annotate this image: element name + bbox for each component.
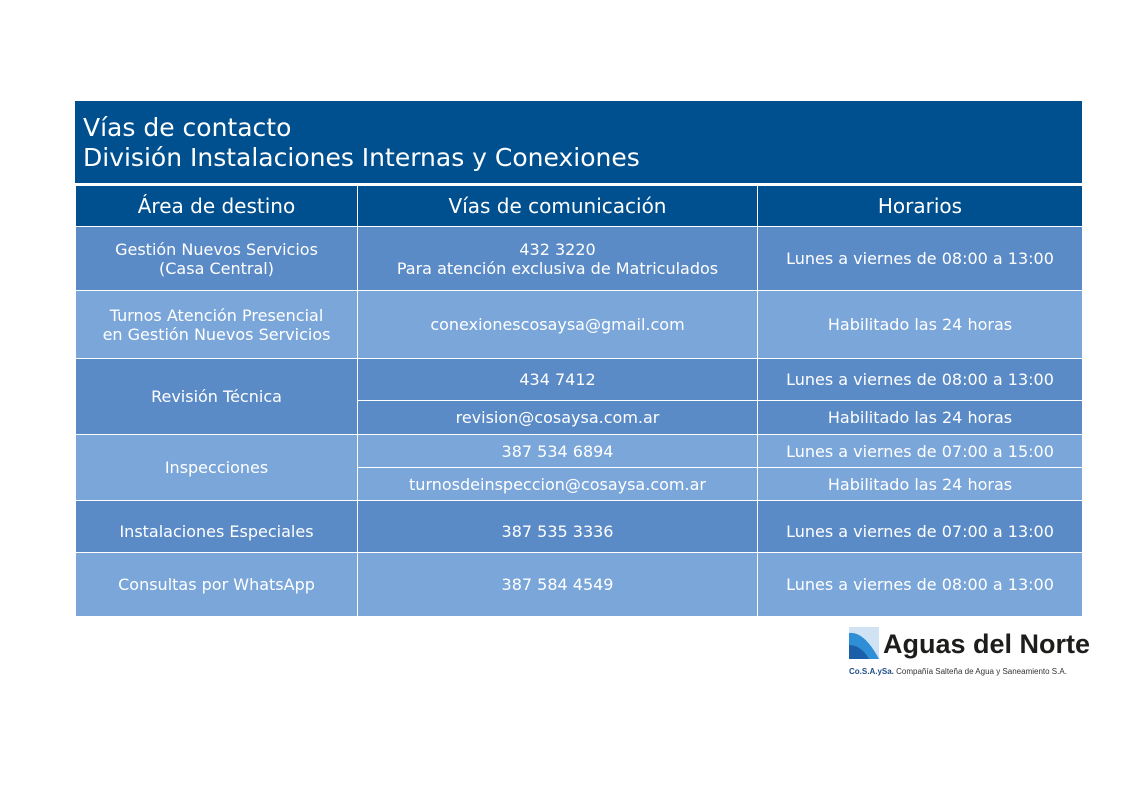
phone-especiales: 387 535 3336 <box>358 501 758 553</box>
horario-inspecciones-2: Habilitado las 24 horas <box>758 468 1083 501</box>
area-especiales: Instalaciones Especiales <box>76 501 358 553</box>
logo-subtitle-text: Compañía Salteña de Agua y Saneamiento S.A. <box>896 667 1067 676</box>
header-area: Área de destino <box>76 186 358 227</box>
horario-revision-1: Lunes a viernes de 08:00 a 13:00 <box>758 359 1083 401</box>
contact-document <box>75 101 1082 617</box>
email-inspecciones[interactable]: turnosdeinspeccion@cosaysa.com.ar <box>358 468 758 501</box>
horario-gestion: Lunes a viernes de 08:00 a 13:00 <box>758 227 1083 291</box>
phone-gestion: 432 3220 <box>519 239 596 259</box>
note-gestion: Para atención exclusiva de Matriculados <box>396 258 719 278</box>
title-line-2: División Instalaciones Internas y Conexiones <box>83 143 640 172</box>
table-header-row <box>76 186 1083 227</box>
table-row <box>76 359 1083 401</box>
phone-revision: 434 7412 <box>358 359 758 401</box>
area-turnos-line1: Turnos Atención Presencial <box>109 305 324 325</box>
logo-name: Aguas del Norte <box>883 629 1091 659</box>
header-horarios: Horarios <box>758 186 1083 227</box>
via-cell <box>358 227 758 291</box>
title-line-1: Vías de contacto <box>83 113 292 142</box>
table-row <box>76 553 1083 617</box>
logo-subtitle <box>849 667 1067 676</box>
horario-inspecciones-1: Lunes a viernes de 07:00 a 15:00 <box>758 435 1083 468</box>
phone-inspecciones: 387 534 6894 <box>358 435 758 468</box>
area-cell <box>76 227 358 291</box>
water-drop-logo-icon <box>849 627 879 659</box>
horario-turnos: Habilitado las 24 horas <box>758 291 1083 359</box>
area-gestion-line2: (Casa Central) <box>159 258 274 278</box>
email-turnos[interactable]: conexionescosaysa@gmail.com <box>358 291 758 359</box>
table-row <box>76 501 1083 553</box>
area-whatsapp: Consultas por WhatsApp <box>76 553 358 617</box>
contact-table <box>75 185 1083 617</box>
horario-whatsapp: Lunes a viernes de 08:00 a 13:00 <box>758 553 1083 617</box>
table-row <box>76 227 1083 291</box>
header-vias: Vías de comunicación <box>358 186 758 227</box>
document-title <box>75 101 1082 185</box>
email-revision[interactable]: revision@cosaysa.com.ar <box>358 401 758 435</box>
area-turnos-line2: en Gestión Nuevos Servicios <box>102 324 331 344</box>
logo-acronym: Co.S.A.ySa. <box>849 667 894 676</box>
area-revision: Revisión Técnica <box>76 359 358 435</box>
horario-revision-2: Habilitado las 24 horas <box>758 401 1083 435</box>
area-cell <box>76 291 358 359</box>
area-gestion-line1: Gestión Nuevos Servicios <box>115 239 318 259</box>
table-row <box>76 435 1083 468</box>
horario-especiales: Lunes a viernes de 07:00 a 13:00 <box>758 501 1083 553</box>
phone-whatsapp: 387 584 4549 <box>358 553 758 617</box>
company-logo <box>849 627 1091 679</box>
table-row <box>76 291 1083 359</box>
area-inspecciones: Inspecciones <box>76 435 358 501</box>
